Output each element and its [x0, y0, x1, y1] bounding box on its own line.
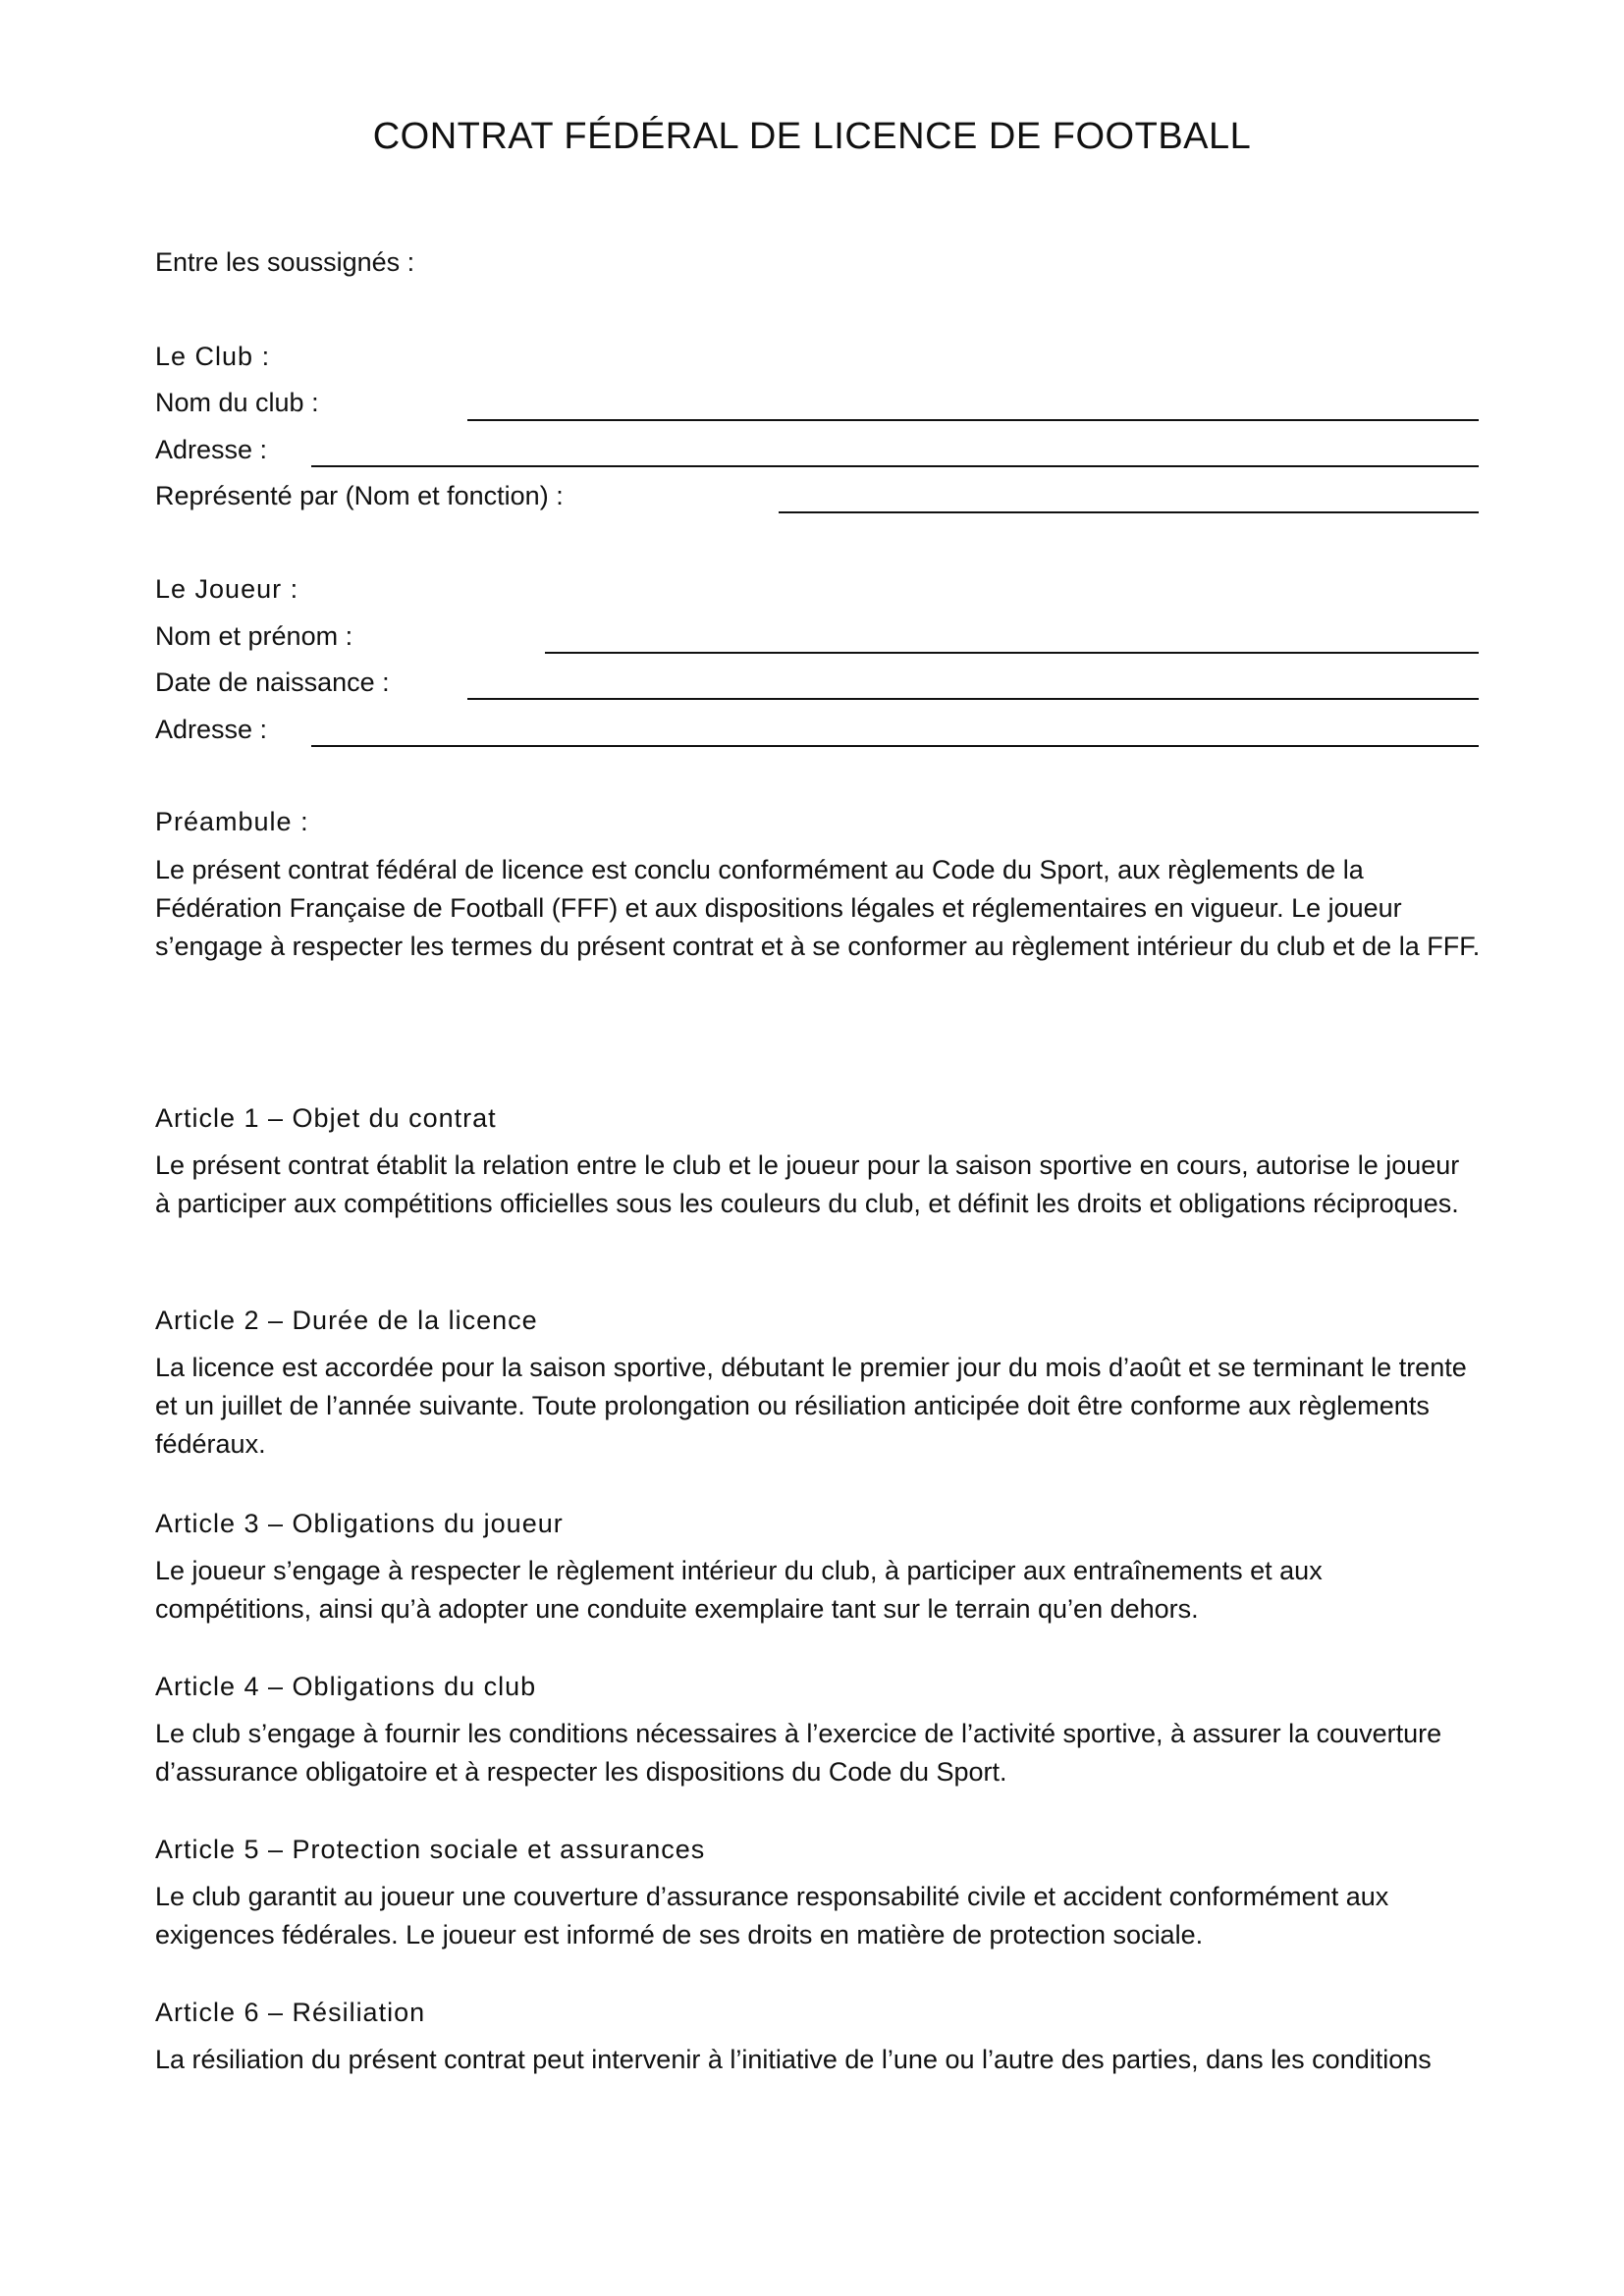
article-5-heading: Article 5 – Protection sociale et assurances — [155, 1835, 706, 1864]
article-2-heading: Article 2 – Durée de la licence — [155, 1306, 538, 1335]
club-heading: Le Club : — [155, 342, 271, 371]
article-1-heading: Article 1 – Objet du contrat — [155, 1103, 497, 1133]
player-birthdate-field[interactable] — [467, 698, 1479, 700]
intro-text: Entre les soussignés : — [155, 247, 415, 277]
document-title: CONTRAT FÉDÉRAL DE LICENCE DE FOOTBALL — [372, 116, 1252, 157]
player-address-label: Adresse : — [155, 715, 268, 744]
club-representative-field[interactable] — [779, 511, 1479, 513]
preamble-text: Le présent contrat fédéral de licence est conclu conformément au Code du Sport, aux règlements de la Fédération Française de Football (FFF) et aux dispositions légales et réglementaires en vigueur. Le joueur s’engage à respecter les termes du présent contrat et à se conformer au règlement intérieur du club et de la FFF. — [155, 855, 1481, 961]
article-3-heading: Article 3 – Obligations du joueur — [155, 1509, 564, 1538]
player-name-field[interactable] — [545, 652, 1479, 654]
article-6-text: La résiliation du présent contrat peut intervenir à l’initiative de l’une ou l’autre des parties, dans les conditions — [155, 2045, 1432, 2074]
article-1-text: Le présent contrat établit la relation entre le club et le joueur pour la saison sportive en cours, autorise le joueur à participer aux compétitions officielles sous les couleurs du club, et définit les droits et obligations réciproques. — [155, 1150, 1460, 1218]
article-4-heading: Article 4 – Obligations du club — [155, 1672, 537, 1701]
club-address-field[interactable] — [311, 465, 1479, 467]
player-heading: Le Joueur : — [155, 574, 299, 604]
player-address-field[interactable] — [311, 745, 1479, 747]
article-2-text: La licence est accordée pour la saison sportive, débutant le premier jour du mois d’août et se terminant le trente et un juillet de l’année suivante. Toute prolongation ou résiliation anticipée doit être conforme aux règlements fédéraux. — [155, 1353, 1467, 1459]
article-4-text: Le club s’engage à fournir les conditions nécessaires à l’exercice de l’activité sportive, à assurer la couverture d’assurance obligatoire et à respecter les dispositions du Code du Sport. — [155, 1719, 1442, 1787]
club-address-label: Adresse : — [155, 435, 268, 464]
article-3-text: Le joueur s’engage à respecter le règlement intérieur du club, à participer aux entraînements et aux compétitions, ainsi qu’à adopter une conduite exemplaire tant sur le terrain qu’en dehors. — [155, 1556, 1323, 1624]
club-representative-label: Représenté par (Nom et fonction) : — [155, 481, 564, 510]
club-name-field[interactable] — [467, 419, 1479, 421]
club-name-label: Nom du club : — [155, 388, 319, 417]
player-name-label: Nom et prénom : — [155, 621, 353, 651]
article-5-text: Le club garantit au joueur une couverture d’assurance responsabilité civile et accident conformément aux exigences fédérales. Le joueur est informé de ses droits en matière de protection sociale. — [155, 1882, 1389, 1949]
player-birthdate-label: Date de naissance : — [155, 667, 390, 697]
article-6-heading: Article 6 – Résiliation — [155, 1998, 426, 2027]
preamble-heading: Préambule : — [155, 807, 309, 836]
